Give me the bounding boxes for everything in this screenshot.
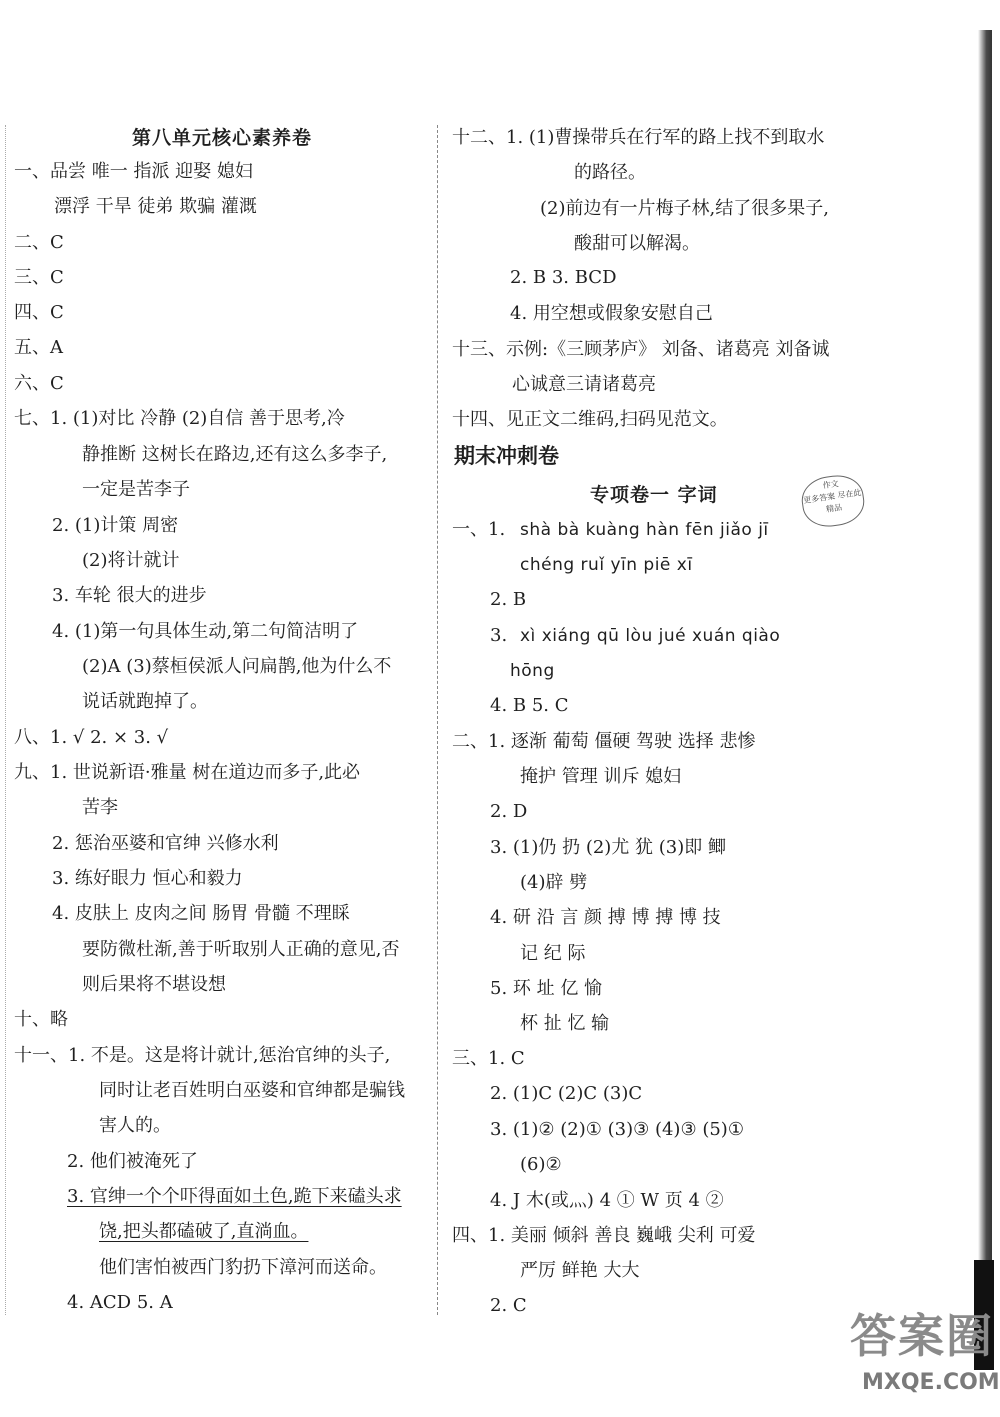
answer-line: 2. 惩治巫婆和官绅 兴修水利 [52,833,279,854]
answer-line: 五、A [14,337,63,358]
answer-line: 四、C [14,302,64,323]
answer-line: 3. 练好眼力 恒心和毅力 [52,868,243,889]
answer-line: 4. B 5. C [490,695,569,716]
answer-line: 2. B 3. BCD [510,267,617,288]
answer-line: 严厉 鲜艳 大大 [520,1260,640,1281]
answer-line: (2)将计就计 [82,550,180,571]
answer-line: 3. (1)② (2)① (3)③ (4)③ (5)① [490,1119,744,1140]
answer-line: 漂浮 干旱 徒弟 欺骗 灌溉 [54,196,257,217]
answer-line: (2)A (3)蔡桓侯派人问扁鹊,他为什么不 [82,656,392,677]
answer-line: 一定是苦李子 [82,479,190,500]
answer-line: 4. J 木(或灬) 4 ① W 页 4 ② [490,1190,724,1211]
answer-line: 十三、示例:《三顾茅庐》 刘备、诸葛亮 刘备诚 [452,339,830,360]
subsection-title: 专项卷一 字词 [590,484,718,506]
answer-line: 十一、1. 不是。这是将计就计,惩治官绅的头子, [14,1045,391,1066]
answer-line: 一、品尝 唯一 指派 迎娶 媳妇 [14,161,253,182]
stamp-line: 更多答案 尽在此 [802,488,862,506]
margin-line [5,125,6,1315]
answer-line: 二、1. 逐渐 葡萄 僵硬 驾驶 选择 悲惨 [452,731,756,752]
answer-line: 九、1. 世说新语·雅量 树在道边而多子,此必 [14,762,361,783]
answer-line: 八、1. √ 2. × 3. √ [14,727,169,748]
answer-line: 心诚意三请诸葛亮 [512,374,656,395]
answer-line: 4. 皮肤上 皮肉之间 肠胃 骨髓 不理睬 [52,903,350,924]
answer-line: 4. 研 沿 言 颜 搏 博 搏 博 技 [490,907,721,928]
answer-line-underlined: 饶,把头都磕破了,直淌血。 [99,1221,309,1242]
page-edge-shadow [978,30,992,1370]
answer-line: 静推断 这树长在路边,还有这么多李子, [82,444,388,465]
answer-line: 苦李 [82,797,118,818]
pinyin-line: hōng [510,661,555,681]
answer-line: 2. C [490,1295,527,1316]
answer-line: 四、1. 美丽 倾斜 善良 巍峨 尖利 可爱 [452,1225,756,1246]
watermark-url: MXQE.COM [862,1370,1000,1395]
answer-line: (6)② [520,1154,562,1175]
answer-line: 六、C [14,373,64,394]
answer-line: 2. 他们被淹死了 [67,1151,198,1172]
stamp [799,472,867,530]
answer-line: (4)辟 劈 [520,872,588,893]
answer-line: 4. (1)第一句具体生动,第二句简洁明了 [52,621,359,642]
answer-line: 一、1. [452,519,506,540]
answer-line: 3. 车轮 很大的进步 [52,585,207,606]
answer-line: 4. ACD 5. A [67,1292,173,1313]
answer-line: 他们害怕被西门豹扔下漳河而送命。 [99,1257,387,1278]
answer-line: 5. 环 址 亿 愉 [490,978,603,999]
answer-line: 三、1. C [452,1048,525,1069]
answer-line: 三、C [14,267,64,288]
answer-line: 的路径。 [574,162,646,183]
answer-line: 2. B [490,589,527,610]
answer-line: 害人的。 [99,1115,171,1136]
pinyin-line: xì xiáng qū lòu jué xuán qiào [520,626,781,646]
answer-line: 十二、1. (1)曹操带兵在行军的路上找不到取水 [452,127,825,148]
watermark [850,1300,1000,1410]
answer-line: 记 纪 际 [520,943,586,964]
pinyin-line: chéng ruǐ yīn piē xī [520,555,693,575]
stamp-line: 精品 [825,502,843,514]
unit-title: 第八单元核心素养卷 [132,127,313,149]
section-title: 期末冲刺卷 [454,443,559,468]
answer-line: 3. (1)仍 扔 (2)尤 犹 (3)即 鲫 [490,837,726,858]
answer-line: 杯 扯 忆 输 [520,1013,610,1034]
answer-line: 十、略 [14,1009,68,1030]
answer-line: 2. (1)计策 周密 [52,515,179,536]
answer-line: 二、C [14,232,64,253]
pinyin-line: shà bà kuàng hàn fēn jiǎo jī [520,520,769,540]
answer-line: 七、1. (1)对比 冷静 (2)自信 善于思考,冷 [14,408,345,429]
answer-line: 要防微杜渐,善于听取别人正确的意见,否 [82,939,400,960]
answer-line: 2. D [490,801,528,822]
answer-line: 掩护 管理 训斥 媳妇 [520,766,682,787]
answer-line: (2)前边有一片梅子林,结了很多果子, [540,198,829,219]
answer-line-underlined: 3. 官绅一个个吓得面如土色,跪下来磕头求 [67,1186,402,1207]
answer-line: 则后果将不堪设想 [82,974,226,995]
answer-line: 2. (1)C (2)C (3)C [490,1083,643,1104]
answer-line: 酸甜可以解渴。 [574,233,700,254]
answer-line: 3. [490,625,508,646]
answer-line: 同时让老百姓明白巫婆和官绅都是骗钱 [99,1080,405,1101]
answer-line: 说话就跑掉了。 [82,691,208,712]
watermark-logo: 答案圈 [850,1309,994,1363]
stamp-line: 作文 [822,479,840,491]
answer-line: 十四、见正文二维码,扫码见范文。 [452,409,728,430]
column-divider [437,125,438,1315]
answer-line: 4. 用空想或假象安慰自己 [510,303,713,324]
